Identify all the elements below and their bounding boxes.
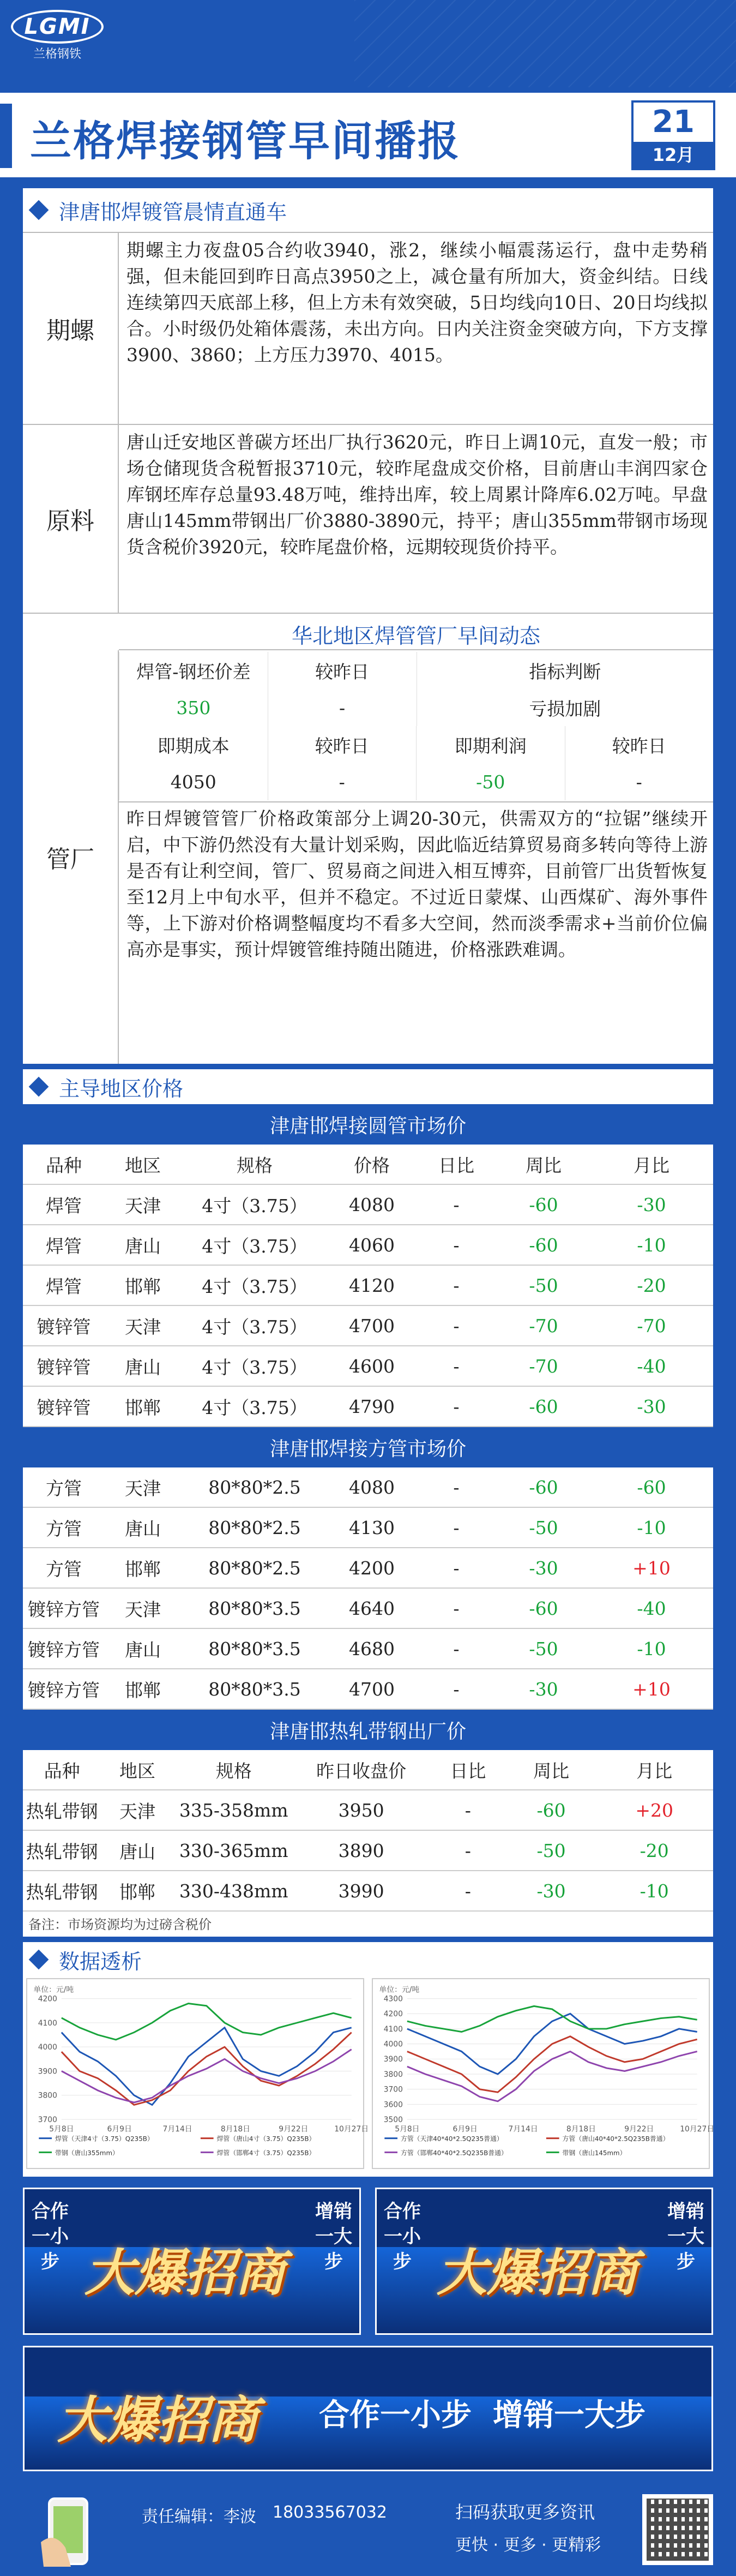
table-cell: -: [453, 1194, 460, 1215]
table-cell: 4640: [349, 1597, 395, 1619]
table-cell: -50: [529, 1517, 558, 1538]
table-cell: -60: [529, 1194, 558, 1215]
divider: [23, 613, 713, 614]
table-cell: 4寸（3.75）: [202, 1235, 307, 1257]
table-cell: +10: [632, 1678, 671, 1700]
round-pipe-table-title: 津唐邯焊接圆管市场价: [23, 1104, 713, 1145]
table-cell: 天津: [125, 1477, 161, 1499]
col-header: 价格: [354, 1154, 390, 1176]
table-row: [23, 1871, 713, 1912]
table-cell: -70: [529, 1355, 558, 1377]
divider: [119, 649, 713, 650]
grid-header: 较昨日: [268, 652, 417, 689]
company-logo: [11, 10, 109, 60]
col-header: 周比: [526, 1154, 562, 1176]
table-cell: -: [453, 1557, 460, 1579]
date-box: [631, 100, 715, 170]
col-header: 地区: [119, 1760, 156, 1782]
legend-label: 方管（天津40*40*2.5Q235普通）: [400, 2135, 503, 2143]
diamond-icon: [29, 1077, 49, 1097]
table-cell: 330-438mm: [179, 1880, 288, 1902]
col-header: 月比: [634, 1154, 669, 1176]
table-cell: 唐山: [125, 1356, 161, 1378]
table-cell: -: [453, 1476, 460, 1498]
section-header-prices: [23, 1069, 183, 1104]
y-tick-label: 3700: [38, 2115, 57, 2124]
material-label: 原料: [23, 425, 119, 613]
grid-value: -: [268, 689, 417, 726]
legend-label: 焊管（唐山4寸（3.75）Q235B）: [216, 2135, 316, 2143]
col-header: 地区: [125, 1154, 161, 1176]
table-cell: 4寸（3.75）: [202, 1275, 307, 1297]
ad-slogan: 合作一小步 增销一大步: [319, 2398, 645, 2433]
table-cell: 80*80*3.5: [208, 1638, 301, 1660]
table-cell: 4600: [349, 1355, 395, 1377]
price-note: 备注：市场资源均为过磅含税价: [28, 1917, 212, 1932]
phone-icon: [38, 2493, 104, 2569]
x-tick-label: 9月22日: [279, 2124, 309, 2134]
table-cell: 80*80*2.5: [208, 1476, 301, 1498]
strip-table-title: 津唐邯热轧带钢出厂价: [23, 1710, 713, 1750]
table-cell: 镀锌管: [37, 1356, 91, 1378]
table-cell: 方管: [46, 1558, 82, 1580]
table-cell: 4790: [349, 1395, 395, 1417]
table-cell: 4寸（3.75）: [202, 1397, 307, 1418]
y-axis-label: 单位：元/吨: [33, 1985, 74, 1994]
table-cell: 邯郸: [125, 1679, 161, 1701]
date-day: 21: [652, 104, 695, 140]
grid-header: 较昨日: [565, 726, 714, 763]
table-cell: -: [453, 1517, 460, 1538]
qr-code-icon[interactable]: [642, 2494, 713, 2565]
table-cell: -: [453, 1597, 460, 1619]
diamond-icon: [29, 200, 49, 220]
ad-headline: 大爆招商: [85, 2244, 286, 2302]
legend-label: 带钢（唐山145mm）: [562, 2149, 626, 2157]
section-title-prices: 主导地区价格: [59, 1076, 184, 1101]
table-row: [23, 1790, 713, 1831]
ad-banner-left[interactable]: [23, 2188, 361, 2335]
table-cell: -10: [637, 1234, 666, 1256]
divider: [119, 801, 713, 802]
charts-panel: [23, 1942, 713, 2177]
material-text: 唐山迁安地区普碳方坯出厂执行3620元，昨日上调10元，直发一般；市场仓储现货含税暂报3710元，较昨尾盘成交价格，目前唐山丰润四家仓库钢坯库存总量93.48万吨，维持出库，较上周累计降库6.02万吨。早盘唐山145mm带钢出厂价3880-3890元，持平；唐山355mm带钢市场现货含税价3920元，较昨尾盘价格，远期较现货价持平。: [126, 432, 708, 558]
table-cell: 4130: [349, 1517, 395, 1538]
table-cell: -40: [637, 1355, 666, 1377]
table-cell: 镀锌方管: [28, 1598, 100, 1620]
table-cell: 焊管: [46, 1195, 82, 1217]
page-title: 兰格焊接钢管早间播报: [30, 117, 461, 165]
logo-subtitle: 兰格钢铁: [33, 47, 81, 61]
ad-side-text: 合作一小步: [384, 2201, 421, 2273]
table-row: [23, 1185, 713, 1225]
table-cell: -60: [529, 1476, 558, 1498]
table-cell: 80*80*2.5: [208, 1557, 301, 1579]
series-line: [62, 2003, 352, 2039]
scan-text: 扫码获取更多资讯: [455, 2502, 595, 2523]
y-tick-label: 3600: [383, 2100, 403, 2110]
y-tick-label: 3500: [383, 2115, 403, 2124]
table-cell: -: [453, 1395, 460, 1417]
table-cell: 80*80*3.5: [208, 1678, 301, 1700]
y-tick-label: 4200: [383, 2010, 403, 2019]
table-row: [23, 1508, 713, 1548]
table-cell: -60: [637, 1476, 666, 1498]
table-cell: -: [453, 1638, 460, 1660]
table-row: [23, 1669, 713, 1710]
table-row: [23, 1467, 713, 1508]
futures-label: 期螺: [23, 233, 119, 424]
y-tick-label: 4100: [38, 2018, 57, 2028]
x-tick-label: 5月8日: [49, 2124, 74, 2134]
table-cell: -: [453, 1315, 460, 1337]
table-cell: -: [453, 1678, 460, 1700]
table-row: [23, 1306, 713, 1346]
ad-headline: 大爆招商: [57, 2391, 258, 2449]
table-cell: 4080: [349, 1476, 395, 1498]
indicator-value-row: [119, 689, 713, 726]
table-cell: -60: [529, 1234, 558, 1256]
y-tick-label: 3800: [383, 2070, 403, 2079]
col-header: 规格: [215, 1760, 252, 1782]
ad-side-text: 增销一大步: [667, 2201, 704, 2273]
grid-value: -: [268, 763, 417, 800]
table-cell: -: [453, 1274, 460, 1296]
logo-mark: LGMI: [11, 10, 104, 44]
col-header: 日比: [438, 1154, 474, 1176]
table-cell: 4700: [349, 1678, 395, 1700]
square-pipe-table-title: 津唐邯焊接方管市场价: [23, 1427, 713, 1467]
footer-tagline: 更快 · 更多 · 更精彩: [455, 2536, 601, 2555]
editor-phone[interactable]: 18033567032: [273, 2503, 387, 2522]
y-axis-label: 单位：元/吨: [379, 1985, 420, 1994]
table-cell: +10: [632, 1557, 671, 1579]
table-cell: -70: [529, 1315, 558, 1337]
divider: [23, 424, 713, 425]
ad-headline: 大爆招商: [437, 2244, 638, 2302]
series-line: [407, 2006, 697, 2032]
table-cell: 4680: [349, 1638, 395, 1660]
y-tick-label: 4000: [383, 2040, 403, 2049]
y-tick-label: 4300: [383, 1994, 403, 2004]
legend-label: 焊管（邯郸4寸（3.75）Q235B）: [216, 2149, 316, 2157]
x-tick-label: 8月18日: [566, 2124, 596, 2134]
table-cell: 80*80*3.5: [208, 1597, 301, 1619]
table-cell: 镀锌方管: [28, 1639, 100, 1661]
col-header: 周比: [533, 1760, 570, 1782]
table-row: [23, 1831, 713, 1871]
grid-header: 焊管-钢坯价差: [119, 652, 268, 689]
table-cell: 4700: [349, 1315, 395, 1337]
table-cell: 3990: [338, 1880, 384, 1902]
cost-value-row: [119, 763, 713, 800]
x-tick-label: 7月14日: [162, 2124, 192, 2134]
y-tick-label: 4000: [38, 2043, 57, 2052]
table-cell: -70: [637, 1315, 666, 1337]
indicator-header-row: [119, 652, 713, 689]
table-cell: 4寸（3.75）: [202, 1316, 307, 1338]
table-cell: 热轧带钢: [26, 1881, 98, 1903]
table-cell: -50: [529, 1638, 558, 1660]
legend-label: 方管（邯郸40*40*2.5Q235B普通）: [400, 2149, 508, 2157]
table-cell: -30: [637, 1194, 666, 1215]
table-cell: 热轧带钢: [26, 1800, 98, 1822]
table-cell: -30: [536, 1880, 566, 1902]
title-accent: [0, 104, 12, 168]
table-cell: 4080: [349, 1194, 395, 1215]
section-header-charts: [23, 1942, 142, 1977]
y-tick-label: 3800: [38, 2091, 57, 2100]
y-tick-label: 4200: [38, 1994, 57, 2004]
table-cell: 镀锌管: [37, 1316, 91, 1338]
table-cell: -30: [529, 1557, 558, 1579]
morning-panel: [23, 188, 713, 1064]
table-cell: 唐山: [119, 1841, 156, 1862]
table-cell: 3950: [338, 1799, 384, 1821]
north-mill-title: 华北地区焊管管厂早间动态: [291, 624, 540, 648]
square-pipe-price-chart: [372, 1978, 715, 2169]
grid-header: 即期成本: [119, 726, 268, 763]
table-cell: 4060: [349, 1234, 395, 1256]
table-cell: 330-365mm: [179, 1840, 288, 1861]
legend-label: 方管（唐山40*40*2.5Q235B普通）: [562, 2135, 669, 2143]
table-cell: 方管: [46, 1477, 82, 1499]
table-cell: 4120: [349, 1274, 395, 1296]
col-header: 规格: [237, 1154, 273, 1176]
table-header-row: [23, 1750, 713, 1790]
table-cell: -: [453, 1234, 460, 1256]
cost-header-row: [119, 726, 713, 763]
y-tick-label: 3700: [383, 2085, 403, 2094]
date-month: 12月: [634, 142, 713, 168]
page-footer: [0, 2482, 736, 2576]
grid-value: 4050: [119, 763, 268, 800]
y-tick-label: 4100: [383, 2024, 403, 2034]
table-cell: -: [464, 1799, 471, 1821]
x-tick-label: 10月27日: [680, 2124, 715, 2134]
divider: [23, 232, 713, 233]
table-cell: 焊管: [46, 1235, 82, 1257]
table-cell: 邯郸: [125, 1558, 161, 1580]
futures-text: 期螺主力夜盘05合约收3940，涨2，继续小幅震荡运行，盘中走势稍强，但未能回到昨日高点3950之上，减仓量有所加大，资金纠结。日线连续第四天底部上移，但上方未有效突破，5日均线向10日、20日均线拟合。小时级仍处箱体震荡，未出方向。日内关注资金突破方向，下方支撑3900、3860；上方压力3970、4015。: [126, 239, 708, 366]
x-tick-label: 9月22日: [624, 2124, 654, 2134]
table-row: [23, 1589, 713, 1629]
table-cell: 335-358mm: [179, 1799, 288, 1821]
table-cell: -30: [529, 1678, 558, 1700]
grid-header: 指标判断: [417, 652, 714, 689]
x-tick-label: 10月27日: [334, 2124, 369, 2134]
table-cell: 唐山: [125, 1235, 161, 1257]
table-cell: -: [464, 1880, 471, 1902]
x-tick-label: 5月8日: [395, 2124, 420, 2134]
table-cell: 4寸（3.75）: [202, 1195, 307, 1217]
x-tick-label: 8月18日: [220, 2124, 250, 2134]
table-cell: 邯郸: [125, 1397, 161, 1418]
table-cell: -: [464, 1840, 471, 1861]
mill-text: 昨日焊镀管管厂价格政策部分上调20-30元，供需双方的“拉锯”继续开启，中下游仍然没有大量计划采购，因此临近结算贸易商多转向等待上游是否有让利空间，管厂、贸易商之间进入相互博弈，目前管厂出货暂恢复至12月上中旬水平，但并不稳定。不过近日蒙煤、山西煤矿、海外事件等，上下游对价格调整幅度均不看多大空间，然而淡季需求+当前价位偏高亦是事实，预计焊镀管维持随出随进，价格涨跌难调。: [126, 808, 708, 960]
table-row: [23, 1548, 713, 1589]
table-cell: 天津: [125, 1598, 161, 1620]
table-cell: 天津: [125, 1316, 161, 1338]
ad-banner-right[interactable]: [375, 2188, 713, 2335]
editor-label: 责任编辑：李波: [142, 2507, 256, 2526]
legend-label: 带钢（唐山355mm）: [55, 2149, 119, 2157]
table-row: [23, 1346, 713, 1387]
col-header: 品种: [46, 1154, 82, 1176]
table-cell: 热轧带钢: [26, 1841, 98, 1862]
y-tick-label: 3900: [383, 2055, 403, 2064]
table-cell: -10: [640, 1880, 669, 1902]
grid-value: 亏损加剧: [417, 689, 714, 726]
x-tick-label: 6月9日: [453, 2124, 478, 2134]
col-header: 品种: [44, 1760, 80, 1782]
table-header-row: [23, 1145, 713, 1185]
table-cell: -10: [637, 1517, 666, 1538]
grid-value: -: [565, 763, 714, 800]
table-cell: -20: [637, 1274, 666, 1296]
grid-header: 较昨日: [268, 726, 417, 763]
ad-banner-wide[interactable]: [23, 2346, 713, 2471]
table-cell: -: [453, 1355, 460, 1377]
header-decoration: [354, 0, 736, 87]
table-row: [23, 1629, 713, 1669]
table-cell: 方管: [46, 1518, 82, 1539]
grid-value: 350: [119, 689, 268, 726]
table-cell: 3890: [338, 1840, 384, 1861]
table-cell: -20: [640, 1840, 669, 1861]
diamond-icon: [29, 1950, 49, 1970]
grid-value: -50: [416, 763, 565, 800]
section-header-morning: [23, 193, 287, 227]
x-tick-label: 7月14日: [508, 2124, 538, 2134]
col-header: 昨日收盘价: [316, 1760, 407, 1782]
table-row: [23, 1225, 713, 1266]
legend-label: 焊管（天津4寸（3.75）Q235B）: [55, 2135, 154, 2143]
table-cell: 镀锌方管: [28, 1679, 100, 1701]
page-header: [0, 0, 736, 93]
table-cell: 邯郸: [125, 1275, 161, 1297]
table-cell: 天津: [125, 1195, 161, 1217]
col-header: 月比: [636, 1760, 673, 1782]
col-header: 日比: [450, 1760, 486, 1782]
table-cell: 4寸（3.75）: [202, 1356, 307, 1378]
table-row: [23, 1387, 713, 1427]
title-bar: [0, 93, 736, 177]
table-cell: -10: [637, 1638, 666, 1660]
table-cell: +20: [635, 1799, 673, 1821]
ad-side-text: 增销一大步: [315, 2201, 352, 2273]
section-title-morning: 津唐邯焊镀管晨情直通车: [59, 200, 287, 224]
table-cell: 天津: [119, 1800, 156, 1822]
table-cell: 焊管: [46, 1275, 82, 1297]
prices-panel: [23, 1069, 713, 1937]
welded-pipe-price-chart: [26, 1978, 369, 2169]
x-tick-label: 6月9日: [107, 2124, 132, 2134]
table-cell: -60: [529, 1597, 558, 1619]
table-cell: -30: [637, 1395, 666, 1417]
table-cell: 80*80*2.5: [208, 1517, 301, 1538]
table-cell: -60: [536, 1799, 566, 1821]
table-cell: 4200: [349, 1557, 395, 1579]
section-title-charts: 数据透析: [59, 1949, 142, 1974]
table-cell: -50: [529, 1274, 558, 1296]
y-tick-label: 3900: [38, 2067, 57, 2076]
table-cell: -50: [536, 1840, 566, 1861]
table-row: [23, 1266, 713, 1306]
table-cell: -60: [529, 1395, 558, 1417]
grid-header: 即期利润: [416, 726, 565, 763]
mill-label: 管厂: [23, 650, 119, 1064]
table-cell: 唐山: [125, 1518, 161, 1539]
table-cell: -40: [637, 1597, 666, 1619]
table-cell: 镀锌管: [37, 1397, 91, 1418]
table-cell: 唐山: [125, 1639, 161, 1661]
table-cell: 邯郸: [119, 1881, 156, 1903]
ad-side-text: 合作一小步: [32, 2201, 69, 2273]
